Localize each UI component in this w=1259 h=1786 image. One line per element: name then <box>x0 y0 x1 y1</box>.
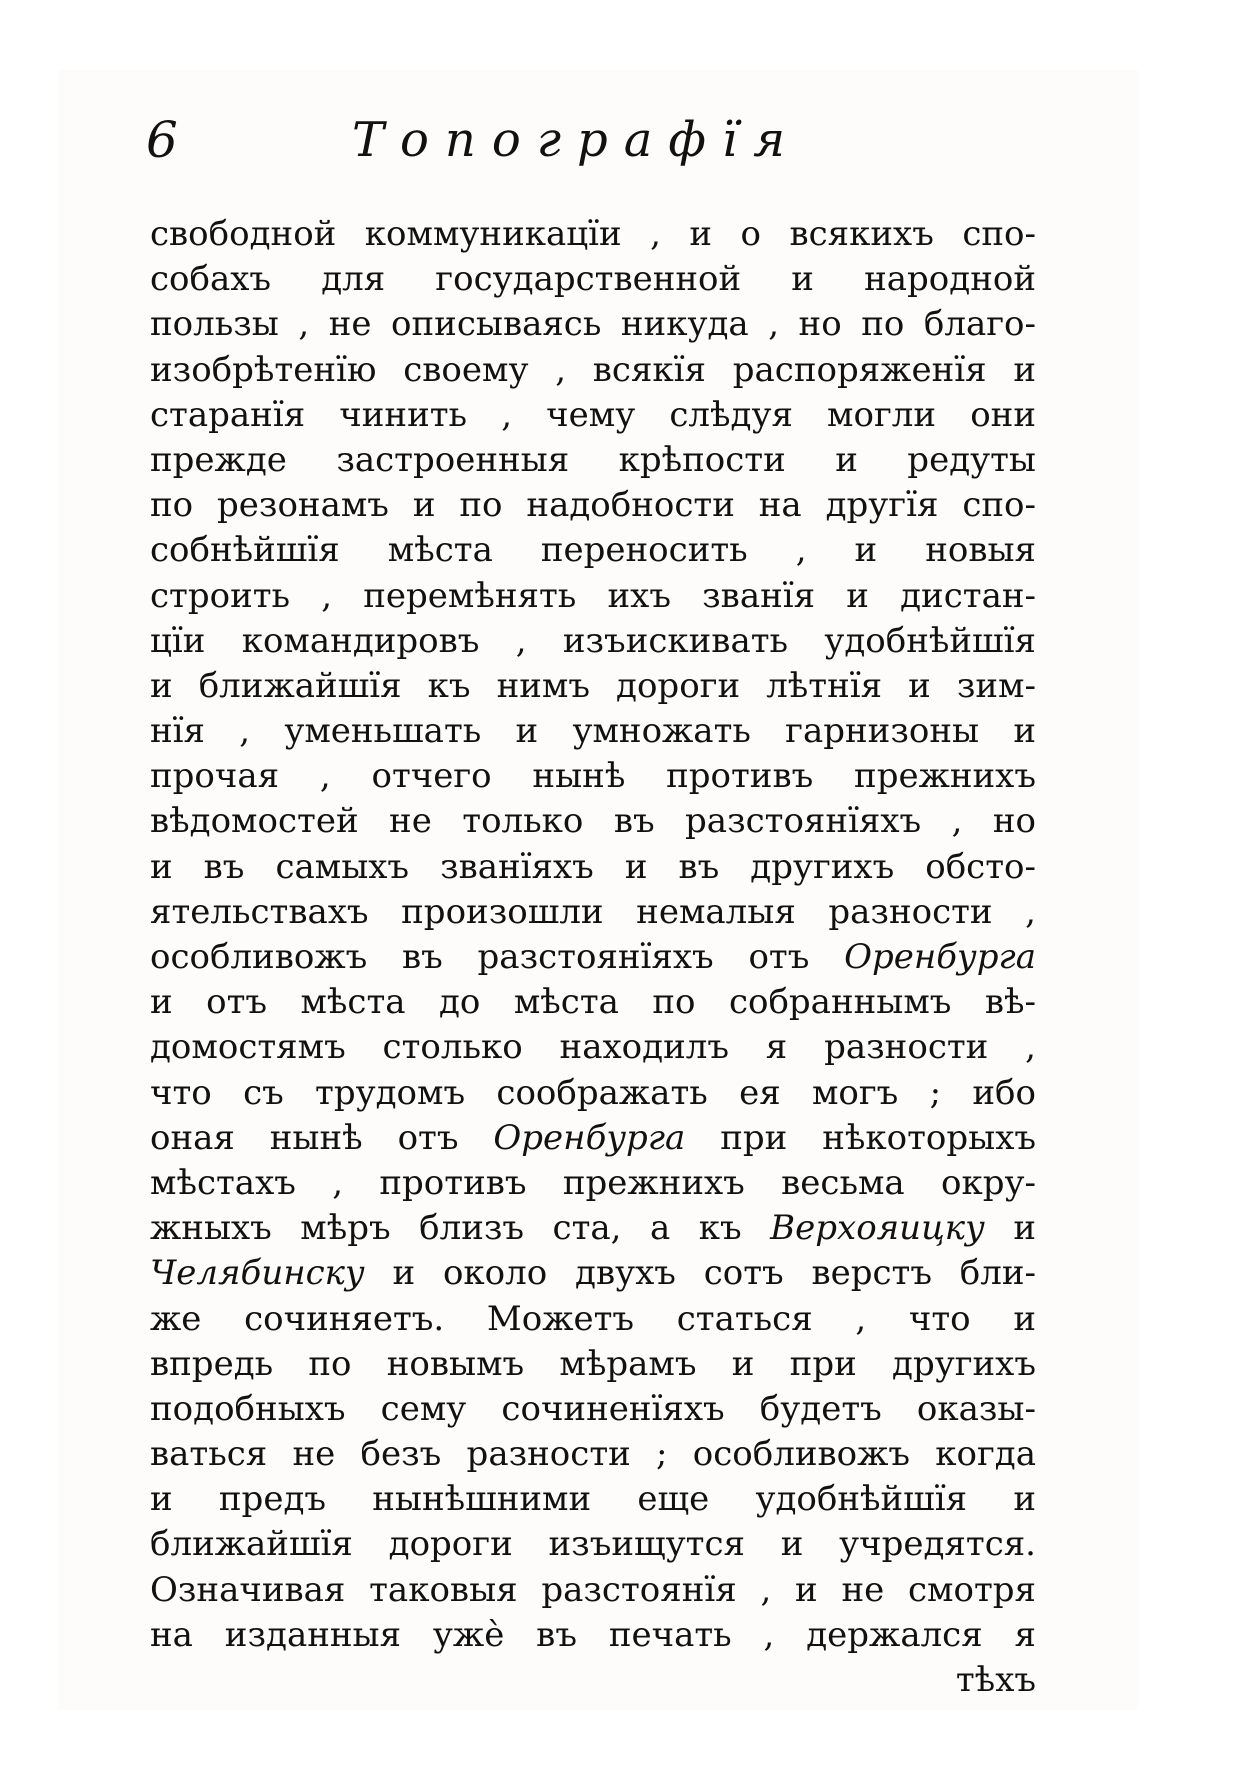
text-line <box>150 890 1036 935</box>
text-segment: и отъ мѣста до мѣста по собраннымъ вѣ- <box>150 982 1036 1023</box>
text-line <box>150 1161 1036 1206</box>
text-segment: домостямъ столько находилъ я разности , <box>150 1027 1036 1068</box>
text-segment: и въ самыхъ званїяхъ и въ другихъ обсто- <box>150 846 1036 887</box>
text-line <box>150 754 1036 799</box>
text-line <box>150 1342 1036 1387</box>
text-segment: и около двухъ сотъ верстъ бли- <box>364 1253 1036 1294</box>
text-line <box>150 348 1036 393</box>
text-line <box>150 1116 1036 1161</box>
text-segment: жныхъ мѣръ близъ ста, а къ <box>150 1208 771 1249</box>
text-line <box>150 1297 1036 1342</box>
page-number: 6 <box>146 111 178 169</box>
italic-place-name: Оренбурга <box>493 1117 686 1158</box>
text-line <box>150 1071 1036 1116</box>
text-line <box>150 574 1036 619</box>
text-line <box>150 257 1036 302</box>
text-segment: оная нынѣ отъ <box>150 1117 494 1158</box>
text-segment: что съ трудомъ соображать ея могъ ; ибо <box>150 1072 1036 1113</box>
running-head <box>140 110 1040 180</box>
text-line <box>150 302 1036 347</box>
text-segment: и предъ нынѣшними еще удобнѣйшїя и <box>150 1479 1036 1520</box>
text-segment: подобныхъ сему сочиненїяхъ будетъ оказы- <box>150 1388 1036 1429</box>
text-segment: мѣстахъ , противъ прежнихъ весьма окру- <box>150 1162 1036 1203</box>
text-segment: собахъ для государственной и народной <box>150 259 1036 300</box>
text-line <box>150 1025 1036 1070</box>
text-segment: и ближайшїя къ нимъ дороги лѣтнїя и зим- <box>150 665 1036 706</box>
italic-place-name: Верхояицку <box>770 1208 985 1249</box>
text-line <box>150 1251 1036 1296</box>
text-segment: же сочиняетъ. Можетъ статься , что и <box>150 1298 1036 1339</box>
text-segment: при нѣкоторыхъ <box>685 1117 1037 1158</box>
text-line <box>150 212 1036 257</box>
text-line <box>150 1477 1036 1522</box>
text-segment: нїя , уменьшать и умножать гарнизоны и <box>150 711 1036 752</box>
text-line <box>150 528 1036 573</box>
text-line <box>150 799 1036 844</box>
text-segment: изобрѣтенїю своему , всякїя распоряженїя и <box>150 349 1036 390</box>
text-line <box>150 1206 1036 1251</box>
text-line <box>150 483 1036 528</box>
text-segment: строить , перемѣнять ихъ званїя и дистан- <box>150 575 1036 616</box>
text-line <box>150 1522 1036 1567</box>
body-text <box>150 212 1036 1703</box>
running-head-title: Топографїя <box>352 112 802 168</box>
catchword: тѣхъ <box>955 1660 1036 1700</box>
text-line <box>150 1432 1036 1477</box>
text-line <box>150 1613 1036 1658</box>
text-segment: прочая , отчего нынѣ противъ прежнихъ <box>150 756 1036 797</box>
text-line <box>150 664 1036 709</box>
text-segment: и <box>984 1208 1037 1249</box>
text-segment: ваться не безъ разности ; особливожъ когда <box>150 1434 1036 1475</box>
italic-place-name: Оренбурга <box>844 937 1036 977</box>
text-segment: ятельствахъ произошли немалыя разности , <box>150 891 1036 932</box>
text-segment: старанїя чинить , чему слѣдуя могли они <box>150 394 1036 435</box>
text-segment: по резонамъ и по надобности на другїя спо- <box>150 485 1036 526</box>
text-line <box>150 845 1036 890</box>
text-line <box>150 1568 1036 1613</box>
text-segment: ближайшїя дороги изъищутся и учредятся. <box>150 1524 1036 1565</box>
text-line <box>150 1387 1036 1432</box>
text-segment: вѣдомостей не только въ разстоянїяхъ , но <box>150 801 1036 842</box>
text-segment: пользы , не описываясь никуда , но по благо- <box>150 304 1036 345</box>
text-line <box>150 709 1036 754</box>
text-segment: прежде застроенныя крѣпости и редуты <box>150 439 1036 480</box>
text-segment: цїи командировъ , изъискивать удобнѣйшїя <box>150 620 1036 661</box>
text-line <box>150 980 1036 1025</box>
text-segment: Означивая таковыя разстоянїя , и не смотря <box>150 1569 1036 1610</box>
text-segment: свободной коммуникацїи , и о всякихъ спо- <box>150 214 1036 254</box>
text-line <box>150 393 1036 438</box>
text-segment: на изданныя ужѐ въ печать , держался я <box>150 1614 1036 1655</box>
text-line <box>150 438 1036 483</box>
text-line <box>150 619 1036 664</box>
text-segment: впредь по новымъ мѣрамъ и при другихъ <box>150 1343 1036 1384</box>
text-line <box>150 935 1036 980</box>
text-segment: особливожъ въ разстоянїяхъ отъ <box>150 937 845 977</box>
text-segment: собнѣйшїя мѣста переносить , и новыя <box>150 530 1036 571</box>
italic-place-name: Челябинску <box>150 1253 365 1294</box>
